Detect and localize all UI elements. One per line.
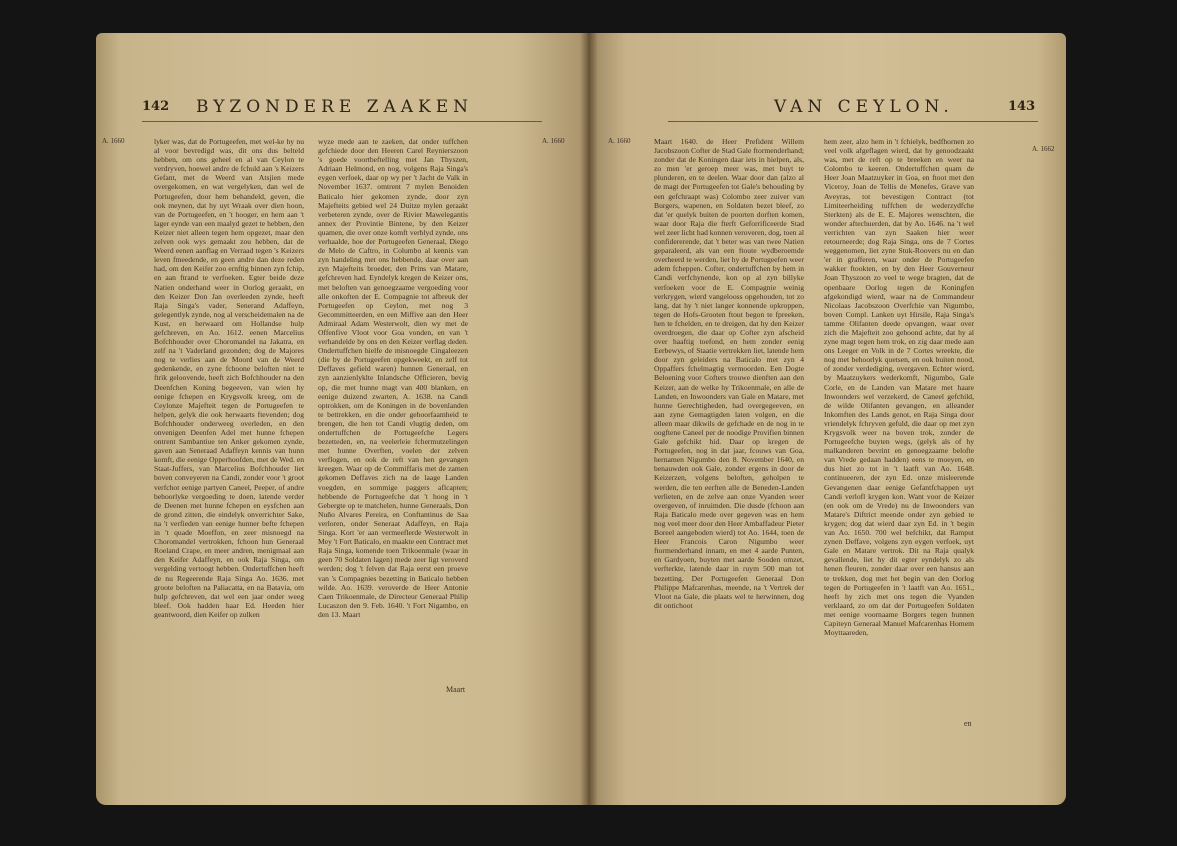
left-page xyxy=(96,33,588,805)
right-running-head xyxy=(588,97,1066,119)
left-running-head xyxy=(96,97,588,119)
book-gutter xyxy=(580,33,598,805)
left-page-title: BYZONDERE ZAAKEN xyxy=(196,97,474,117)
open-book xyxy=(96,33,1066,805)
right-inner-margin-year: A. 1660 xyxy=(608,137,631,145)
left-page-number: 142 xyxy=(142,99,170,114)
left-margin-year: A. 1660 xyxy=(102,137,125,145)
right-column-2: hem zeer, alzo hem in 't fchielyk, bedfhornen zo veel volk afgeflagen wierd, dat hy genoodzaakt was, met de reft op te breeken en weer na Colombo te keeren. Ondertuffchen quam de Heer Joan Maatzuyker in Goa, en ftoot met den Viceroy, Joan de Tellis de Menefes, Grave van Aveyras, tot bevestigen Contract (tot Limiteerheiding tuffchen de wederzydfche Sterkten) als de E. E. Majores wenschten, die wonder aftechuerden, dat by Ao. 1646. na 't wel verrichten van zyn Saaken hier weer retourneerde; dog Raja Singa, ons de 7 Cortes weggenomen, liet zyne Stuk-Roovers nu en dan 'er in grafferen, waar onder de Portugeefen wakker ftookten, en by den Heer Gouverneur Joan Thyszoon zo veel te wege bragten, dat de openbaare Oorlog tegen de Koningfen afgekondigd wierd, waar na de Commandeur Nicolaas Jacobszoon Overfchie van Nigumbo, boven Compl. Lanken uyt Hirsile, Raja Singa's tamme Olifanten deede opvangen, waar over zich die Majefteit zoo gehoond achte, dat hy al zyne magt tegen hem trok, en zig daar mede aan ons Leeger en Volk in de 7 Cortes wreekte, die nog met behoorlyk quetsen, en ook buiten nood, of zonder verdediging, overgaven. Echter wierd, by Maatzuykers wederkomft, Nigumbo, Gale Corle, en de Landen van Matare met haare Inwoonders wel verzekerd, de Caneel gefchild, de wilde Olifanten gevangen, en alleander Inkomften des Lands genot, en Raja Singa door vriendelyk fchryven gefuld, die daar op met zyn Krygsvolk weer na boven trok, zonder de Portugeefche buyten wegs, (gelyk als of hy malkanderen bevrint en genoegzaame belofte van Vrede gedaan hadden) eens te moeyen, en dus hiet zo tot in 't laatft van Ao. 1648. continueeren, der zyn Ed. onze misleerende Gevangenen daar eenige Gefantfchappen uyt Candi verlofl krygen kon. Want voor de Keizer (en ook om de Vrede) nu de Inwoonders van Matare's Diftrict meende onder zyn gebied te krygen; dog dat wierd daar zyn Ed. in 't begin van Ao. 1650. 700 wel befchikt, dat Ramput zynen Deffave, volgens zyn eygen verfoek, uyt Gale en Matare vertrok. Dit na Raja qualyk gevallende, liet hy dit egter eyndelyk zo als henen fleuren, zonder daar over een hansus aan te trekken, dog met het begin van den Oorlog tegen de Portugeefen in 't laatft van Ao. 1651., heeft hy zich met ons tegen die Vyanden verklaard, zo om dat der Portugeefen Soldaten met eenige voornaame Borgers tegen hunnen Capiteyn Generaal Manuel Mafcarenhas Homem Moyttaareden, xyxy=(824,137,974,638)
right-column-1: Maart 1640. de Heer Prefident Willem Jacobszoon Cofter de Stad Gale ftormenderhand; zonder dat de Koningen daar iets in hielpen, als, zo men 'er geroep meer was, met buyt te plunderen, en te deelen. Waar door dan (alzo al de magt der Portugeefen tot Gale's behouding by een gefchraapt was) Colombo zeer zuiver van Burgers, wapenen, en Soldaten bezet bleef, zo dat 'er quelyk buiten de poorten dorften komen, waar door Raja die fterft Geforrificeerde Stad wel zeer licht had konnen veroveren, dog, toen al confidererende, dat 't beter was van twee Natien geparaleerd, als van een ftoute wydberoemde overheerd te werden, liet hy de Portugeefen weer adem fcheppen. Cofter, ondertuffchen by hem in Candi verfchynende, kon op al zyn billyke verfoeken voor de E. Compagnie weinig verkrygen, wierd vangelooss opgehouden, tot zo lang, dat hy 't niet langer konnende opkroppen, tegen de Hofs-Grooten ftout begon te fpreeken, hen te fchelden, en te dreigen, dat hy den Keizer overdroegen, die daar op Cofter zyn afscheid over haaftig toefond, en hem zonder eenig Eerbewys, of Staatie vertrekken liet, latende hem door zyn geleiders na Baticalo met zyn 4 Oppaffers fchelmagtig vermoorden. Een Dogte Beloening voor Cofters trouwe dienften aan den Keizer, aan de welke hy Trikoenmale, en alle de Landen, en Inwoonders van Gale en Matare, met hunne Gerechtigheden, had overgegeeven, en aan zyne Gemagtigden laten volgen, en die alleen maar dikwils de gefchade en de nog in te oogftene Caneel per de noodige Provifien binnen Gale gefchikt hid. Daar op kregen de Portugeefen, nog in dat jaar, fcouws van Goa, hernamen Nigumbo den 8. November 1640, en benauwden ook Gale, zonder ergens in door de Keizerzen, volgens beloften, geholpen te werden, die ten eerften alle de Beneden-Landen verlieten, en de zelve aan onze Vyanden weer overgeven, of inruimden. Die dusde (fchoon aan Raja Baticalo mede over gegeven was en hem nog veel meer door den Heer Ambaffadeur Pieter Boreel aangeboden wierd) tot Ao. 1644, toen de Heer Francois Caron Nigumbo weer ftormenderhand innam, en met 4 aarde Punten, en Gardyoen, buyten met aarde Sooden omzet, verfterkte, latende daar in ruym 500 man tot bezetting. Der Portugeefen Generaal Don Philippe Mafcarenhas, meende, na 't Vertrek der Vloot na Gale, die plaats wel te herwinnen, dog dit ontichoot xyxy=(654,137,804,610)
right-page-title: VAN CEYLON. xyxy=(774,97,954,117)
right-page xyxy=(588,33,1066,805)
right-head-rule xyxy=(668,121,1038,122)
left-catchword: Maart xyxy=(446,685,466,694)
right-margin-year: A. 1662 xyxy=(1032,145,1055,153)
left-inner-margin-year: A. 1660 xyxy=(542,137,565,145)
right-page-number: 143 xyxy=(1008,99,1036,114)
left-column-2: wyze mede aan te zaeken, dat onder tuffchen gefchiede door den Heeren Carel Reynierszoon 's goede voortbeftelling met Jan Thyszen, Adriaan Helmond, en nog, volgens Raja Singa's eygen verfoek, daar op wy per 't Jacht de Valk in November 1637. omtrent 7 mylen Benoiden Baticalo hier gekomen zynde, door zyn Majefteits gebied wel 24 Duitze mylen geraakt verbeteren zynde, over de Rivier Mawelegantis annex der Provintie Bintene, by den Keizer quamen, die over onze komft verblyd zynde, ons verhaalde, hoe der Portugeefen Generaal, Diego de Melo de Caftro, in Columbo al kennis van zyn handeling met ons hebbende, daar over aan zyn Majefteits broeder, den Prins van Matare, gefchreven had. Eyndelyk kregen de Keizer ons, met beloften van genoegzaame vergoeding voor alle onkoften der E. Compagnie tot afbreuk der Portugeefen op Ceylon, met nog 3 Gecommitteerden, en een Miffive aan den Heer Admiraal Adam Westerwolt, dien wy met de Offenfive Vloot voor Goa vonden, en van 't verhandelde by ons en den Keizer verflag deden. Ondertuffchen hielfe de misnoegde Cingaleezen (die by de Portugeefen opgekweekt, en zelf tot Deffaves gefield waren) hunnen Generaal, en zyn aanzienlyklte Inlandsche Officieren, bevig op, die met hunne magt van 400 blanken, en eenige duizend zwarten, A. 1638. na Candi optrokken, om de Koningen in de bovenlanden te bettrekken, en die onder gehoorfaamheid te brengen, die hen tot Candi vlugtig deden, om ondertuffchen de Portugeefche Legers bezetteden, en, na veelerleie fchermutzelingen met hunne Overften, voelen der zelven verflogen, en ook de reft van hen gevangen kreegen. Waar op de Commiffaris met de zamen gekomen Deffaves zich na de laage Landen voegden, en sommige paggers aflcapten; hebbende de Portugeefche dat 't hoog in 't Gebergte op te matchelen, hunne Generaals, Don Nuño Alvares Pereira, en Conftantinus de Saa verloren, onder Seneraat Adaffeyn, en Raja Singa. Kort 'er aan vermeeflerde Westerwolt in Mey 't Fort Baticalo, en maakte een Contract met Raja Singa, komende toen Trikoenmale (waar in geen 70 Soldaten lagen) mede zeer ligt veroverd werden; dog 't felven dat Raja eerst een proeve van 's Compagnies bezetting in Baticalo hebben wilde. Ao. 1639. veroverde de Heer Antonie Caen Trikoenmale, de Directeur Generaal Philip Lucaszon den 9. Feb. 1640. 't Fort Nigambo, en den 13. Maart xyxy=(318,137,468,619)
right-catchword: en xyxy=(964,719,972,728)
left-column-1: lyker was, dat de Portugeefen, met wel-ke hy nu al voor bevredigd was, dit ons dus belteld hebben, om ons geheel en al van Ceylon te verdryven, hoewel andre de fchuld aan 's Keizers Gefant, met de Weerd van Atsjien mede overgekomen, en wat vergelyken, dan wel de Portugeefen, door hem behandeld, geven, die ook meynen, dat hy uyt Wraak over dien hoon, van de Portugeefen, en 't hooger, en hem aan 't lager eynde van een maalyd gezet te hebben, den Keizer niet alleen tegen hem opgezet, maar den zelven ook wys gemaakt zou hebben, dat de Weerd eenen aanflag en Verraad tegen 's Keizers leven fmeedende, en geen andre dan deze reden had, om den Keifer zoo ernftig binnen zyn fchip, en aan ftrand te verfoeken. Egter beide deze Natien onderhand weer in Oorlog geraakt, en den Keizer Don Jan overleeden zynde, heeft Raja Singa's vader, Senerand Adaffeyn, gelegentlyk zynde, nog al verscheidemalen na de Kust, en herwaard om Hollandse hulp gefchreven, en Ao. 1612. eenen Marcelius Bofchhouder over Choromandel na Jakatra, en zelf na 't Vaderland gezonden; dog de Majores nog te verlies aan de Moord van de Weerd gedenkende, en zyne fchoone beloften niet te ftrik geloovende, heeft zich Bofchhouder na den Deenfchen Koning begeeven, van wien hy eenige fchepen en Krygsvolk kreeg, om de Ceylonze Majefteit tegen de Portugeefen te helpen, gelyk die ook herwaarts ftevenden; dog Bofchhouder onderweeg overleden, en den onvenigen Deenfen Adel met hunne fchepen ontrent Sambantiue ten Anker gekomen zynde, gaven aan Seneraad Adaffeyn kennis van hunn komft, die eenige Opperhoofden, met de Wed. en Staat-Juffers, van Marcelius Bofchhouder liet boven conveyeren na Candi, zonder voor 't groot verfchot eenige partyen Caneel, Peeper, of andre behoorlyke vergoeding te doen, latende verder de Deenen met hunne fchepen en eysfchen aan de grond zitten, die eindelyk onverrichter Sake, na 't verfieden van eenige hunner befte fchepen in 't quade Moeffon, en zeer misnoegd na Choromandel vertrokken, fchoon hun Generaal Roeland Crape, en meer andren, menigmaal aan den Keifer Adaffeyn, en ook Raja Singa, om vergelding vertoogt hebben. Ondertuffchen heeft de nu Regeerende Raja Singa Ao. 1636. met groote beloften na Paliacatta, en na Batavia, om hulp gefchreven, dat wel een jaar onder weeg bleef. Ook hadden haar Ed. Heeden hier geantwoord, dien Keifer op zulken xyxy=(154,137,304,619)
left-head-rule xyxy=(142,121,542,122)
